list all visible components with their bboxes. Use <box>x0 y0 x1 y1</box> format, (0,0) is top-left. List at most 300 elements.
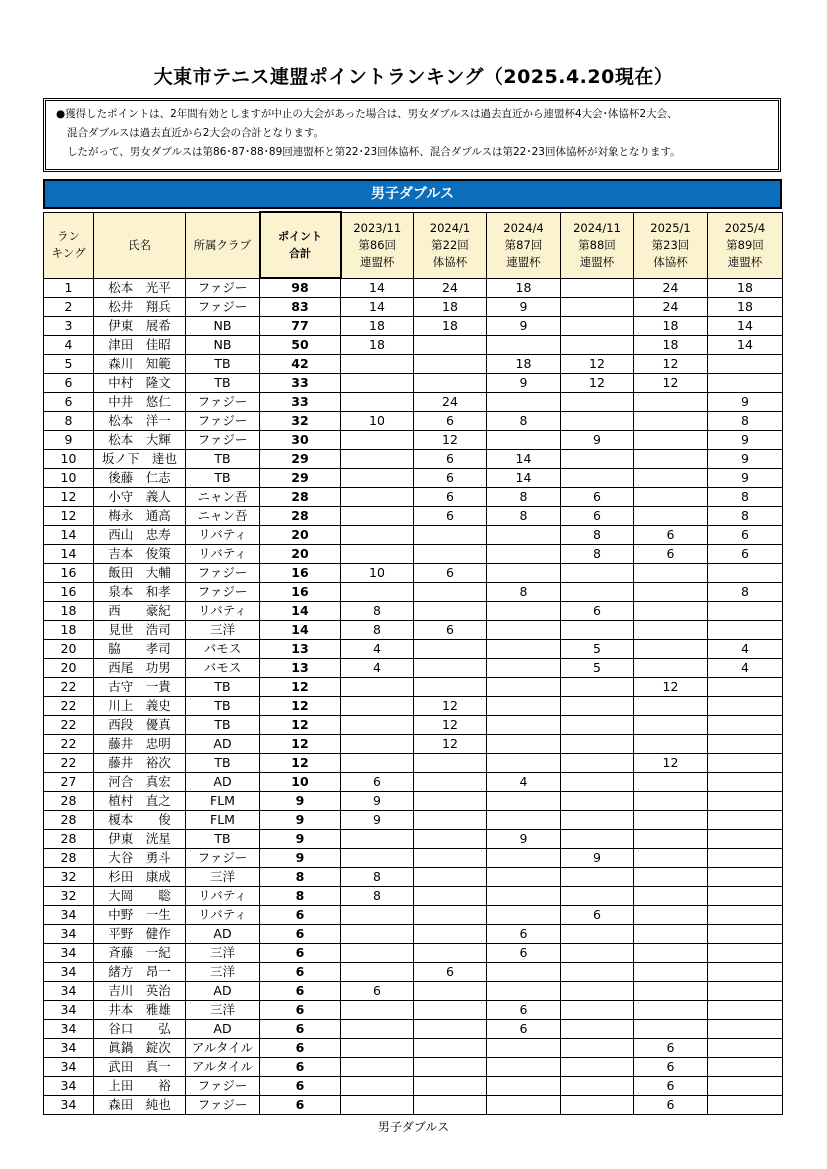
total-cell: 13 <box>260 659 341 678</box>
points-cell <box>487 659 561 678</box>
club-cell: バモス <box>186 659 260 678</box>
points-cell: 6 <box>414 621 487 640</box>
points-cell: 12 <box>634 355 708 374</box>
points-cell <box>341 526 414 545</box>
points-cell <box>487 963 561 982</box>
event-header: 2025/1 第23回 体協杯 <box>634 212 708 278</box>
points-cell: 6 <box>414 564 487 583</box>
club-cell: ファジー <box>186 412 260 431</box>
name-cell: 河合 真宏 <box>94 773 186 792</box>
points-cell <box>634 1020 708 1039</box>
points-cell: 12 <box>414 697 487 716</box>
table-row <box>44 811 783 830</box>
club-cell: AD <box>186 773 260 792</box>
points-cell <box>708 621 783 640</box>
points-cell: 8 <box>487 507 561 526</box>
rank-cell: 20 <box>44 659 94 678</box>
ranking-table <box>43 211 783 1115</box>
points-cell <box>414 887 487 906</box>
points-cell: 8 <box>708 507 783 526</box>
table-row <box>44 450 783 469</box>
points-cell <box>341 488 414 507</box>
club-cell: ファジー <box>186 278 260 298</box>
points-cell <box>634 887 708 906</box>
table-row <box>44 621 783 640</box>
name-cell: 津田 佳昭 <box>94 336 186 355</box>
club-cell: ファジー <box>186 1077 260 1096</box>
rank-cell: 22 <box>44 678 94 697</box>
points-cell <box>708 1020 783 1039</box>
table-row <box>44 963 783 982</box>
points-cell <box>341 431 414 450</box>
points-cell: 14 <box>708 317 783 336</box>
points-cell: 18 <box>414 317 487 336</box>
club-cell: リバティ <box>186 887 260 906</box>
total-cell: 6 <box>260 1020 341 1039</box>
table-row <box>44 1020 783 1039</box>
points-cell: 6 <box>634 545 708 564</box>
points-cell <box>561 792 634 811</box>
points-cell <box>341 925 414 944</box>
rank-cell: 10 <box>44 469 94 488</box>
points-cell <box>341 393 414 412</box>
points-cell <box>487 431 561 450</box>
points-cell: 12 <box>561 374 634 393</box>
notes-box <box>43 98 781 172</box>
points-cell <box>561 1039 634 1058</box>
rank-cell: 22 <box>44 754 94 773</box>
points-cell <box>634 564 708 583</box>
table-row <box>44 640 783 659</box>
name-cell: 中村 隆文 <box>94 374 186 393</box>
points-cell <box>634 488 708 507</box>
total-cell: 6 <box>260 1096 341 1115</box>
points-cell <box>708 982 783 1001</box>
points-cell <box>487 564 561 583</box>
points-cell <box>561 830 634 849</box>
name-cell: 中野 一生 <box>94 906 186 925</box>
points-cell <box>414 868 487 887</box>
points-cell <box>341 374 414 393</box>
table-row <box>44 298 783 317</box>
points-cell <box>634 830 708 849</box>
club-cell: ニャン吾 <box>186 488 260 507</box>
table-row <box>44 716 783 735</box>
points-cell <box>708 1039 783 1058</box>
rank-cell: 34 <box>44 944 94 963</box>
rank-cell: 4 <box>44 336 94 355</box>
club-cell: ファジー <box>186 298 260 317</box>
club-cell: FLM <box>186 792 260 811</box>
table-row <box>44 887 783 906</box>
points-cell <box>487 1096 561 1115</box>
points-cell <box>341 355 414 374</box>
table-row <box>44 488 783 507</box>
points-cell: 24 <box>634 298 708 317</box>
rank-cell: 32 <box>44 887 94 906</box>
club-cell: バモス <box>186 640 260 659</box>
total-cell: 33 <box>260 393 341 412</box>
points-cell: 14 <box>487 469 561 488</box>
total-cell: 77 <box>260 317 341 336</box>
points-cell <box>708 830 783 849</box>
name-cell: 森田 純也 <box>94 1096 186 1115</box>
name-cell: 緒方 昂一 <box>94 963 186 982</box>
points-cell: 8 <box>708 488 783 507</box>
points-cell: 6 <box>414 507 487 526</box>
rank-cell: 16 <box>44 583 94 602</box>
name-cell: 眞鍋 錠次 <box>94 1039 186 1058</box>
points-cell <box>414 792 487 811</box>
total-cell: 50 <box>260 336 341 355</box>
points-cell <box>634 982 708 1001</box>
table-row <box>44 336 783 355</box>
name-cell: 吉本 俊策 <box>94 545 186 564</box>
points-cell <box>487 716 561 735</box>
rank-cell: 34 <box>44 1058 94 1077</box>
rank-cell: 8 <box>44 412 94 431</box>
rank-cell: 28 <box>44 849 94 868</box>
points-cell <box>708 887 783 906</box>
points-cell <box>414 678 487 697</box>
points-cell <box>561 944 634 963</box>
points-cell <box>708 355 783 374</box>
points-cell <box>708 374 783 393</box>
points-cell <box>561 1058 634 1077</box>
points-cell <box>708 716 783 735</box>
points-cell: 6 <box>561 906 634 925</box>
points-cell <box>561 716 634 735</box>
club-cell: 三洋 <box>186 868 260 887</box>
points-cell <box>341 545 414 564</box>
points-cell: 12 <box>414 716 487 735</box>
total-cell: 6 <box>260 906 341 925</box>
club-cell: ファジー <box>186 564 260 583</box>
points-cell: 18 <box>634 336 708 355</box>
total-cell: 28 <box>260 488 341 507</box>
points-cell: 18 <box>634 317 708 336</box>
points-cell: 8 <box>487 488 561 507</box>
rank-cell: 9 <box>44 431 94 450</box>
total-cell: 10 <box>260 773 341 792</box>
points-cell: 18 <box>341 317 414 336</box>
table-row <box>44 830 783 849</box>
points-cell: 5 <box>561 659 634 678</box>
rank-cell: 34 <box>44 1096 94 1115</box>
points-cell <box>341 469 414 488</box>
points-cell <box>414 944 487 963</box>
points-cell <box>561 336 634 355</box>
points-cell: 8 <box>341 621 414 640</box>
points-cell <box>708 754 783 773</box>
table-row <box>44 1058 783 1077</box>
points-cell: 18 <box>487 278 561 298</box>
rank-cell: 34 <box>44 1001 94 1020</box>
points-cell <box>414 773 487 792</box>
name-cell: 西山 忠寿 <box>94 526 186 545</box>
points-cell <box>708 906 783 925</box>
name-cell: 西尾 功男 <box>94 659 186 678</box>
name-cell: 榎本 俊 <box>94 811 186 830</box>
club-cell: リバティ <box>186 906 260 925</box>
table-row <box>44 849 783 868</box>
points-cell <box>561 735 634 754</box>
name-cell: 谷口 弘 <box>94 1020 186 1039</box>
name-cell: 藤井 裕次 <box>94 754 186 773</box>
page-title: 大東市テニス連盟ポイントランキング（2025.4.20現在） <box>153 66 674 88</box>
points-cell: 6 <box>634 1039 708 1058</box>
points-cell: 12 <box>634 374 708 393</box>
points-cell <box>708 1001 783 1020</box>
name-cell: 梅永 通高 <box>94 507 186 526</box>
points-cell <box>341 507 414 526</box>
points-cell <box>414 811 487 830</box>
points-cell <box>634 868 708 887</box>
name-cell: 伊東 展希 <box>94 317 186 336</box>
points-cell <box>487 545 561 564</box>
rank-cell: 34 <box>44 1020 94 1039</box>
total-cell: 8 <box>260 887 341 906</box>
ranking-body <box>44 278 783 1115</box>
points-cell <box>487 792 561 811</box>
points-cell: 12 <box>414 431 487 450</box>
table-row <box>44 545 783 564</box>
points-cell <box>561 868 634 887</box>
points-cell: 12 <box>561 355 634 374</box>
points-cell: 14 <box>487 450 561 469</box>
points-cell: 6 <box>414 412 487 431</box>
name-cell: 武田 真一 <box>94 1058 186 1077</box>
total-cell: 6 <box>260 963 341 982</box>
total-cell: 20 <box>260 545 341 564</box>
points-cell <box>708 849 783 868</box>
points-cell <box>561 298 634 317</box>
name-cell: 藤井 忠明 <box>94 735 186 754</box>
table-row <box>44 1096 783 1115</box>
points-cell <box>561 887 634 906</box>
points-cell: 9 <box>708 469 783 488</box>
name-header: 氏名 <box>94 212 186 278</box>
points-cell <box>487 982 561 1001</box>
club-cell: TB <box>186 450 260 469</box>
total-cell: 9 <box>260 792 341 811</box>
name-cell: 大岡 聡 <box>94 887 186 906</box>
points-cell <box>341 678 414 697</box>
total-cell: 29 <box>260 469 341 488</box>
club-cell: 三洋 <box>186 621 260 640</box>
points-cell <box>414 602 487 621</box>
points-cell: 18 <box>708 278 783 298</box>
rank-cell: 34 <box>44 925 94 944</box>
event-header: 2024/11 第88回 連盟杯 <box>561 212 634 278</box>
club-cell: TB <box>186 830 260 849</box>
total-cell: 16 <box>260 564 341 583</box>
points-cell <box>634 431 708 450</box>
club-cell: TB <box>186 469 260 488</box>
points-cell: 6 <box>561 602 634 621</box>
table-row <box>44 1039 783 1058</box>
points-cell <box>414 830 487 849</box>
club-cell: TB <box>186 716 260 735</box>
points-cell: 4 <box>341 659 414 678</box>
table-row <box>44 925 783 944</box>
points-cell: 9 <box>341 811 414 830</box>
name-cell: 古守 一貴 <box>94 678 186 697</box>
table-row <box>44 317 783 336</box>
footer-label: 男子ダブルス <box>377 1120 450 1134</box>
total-cell: 8 <box>260 868 341 887</box>
points-cell: 8 <box>561 545 634 564</box>
points-cell: 8 <box>487 412 561 431</box>
name-cell: 井本 雅雄 <box>94 1001 186 1020</box>
name-cell: 松本 洋一 <box>94 412 186 431</box>
club-cell: AD <box>186 982 260 1001</box>
club-cell: 三洋 <box>186 1001 260 1020</box>
points-cell <box>634 697 708 716</box>
points-cell <box>341 716 414 735</box>
points-cell: 24 <box>414 278 487 298</box>
points-cell <box>487 621 561 640</box>
name-cell: 伊東 洸星 <box>94 830 186 849</box>
total-cell: 30 <box>260 431 341 450</box>
rank-cell: 34 <box>44 982 94 1001</box>
points-cell: 6 <box>708 545 783 564</box>
name-cell: 植村 直之 <box>94 792 186 811</box>
points-cell: 14 <box>341 278 414 298</box>
name-cell: 平野 健作 <box>94 925 186 944</box>
table-row <box>44 754 783 773</box>
rank-cell: 28 <box>44 811 94 830</box>
club-cell: リバティ <box>186 602 260 621</box>
points-cell <box>634 412 708 431</box>
club-cell: AD <box>186 1020 260 1039</box>
points-cell <box>487 1077 561 1096</box>
rank-cell: 18 <box>44 621 94 640</box>
points-cell: 8 <box>708 583 783 602</box>
rank-cell: 32 <box>44 868 94 887</box>
name-cell: 見世 浩司 <box>94 621 186 640</box>
event-header: 2023/11 第86回 連盟杯 <box>341 212 414 278</box>
club-cell: TB <box>186 697 260 716</box>
points-cell <box>561 564 634 583</box>
points-cell <box>414 1039 487 1058</box>
club-cell: NB <box>186 317 260 336</box>
points-cell: 12 <box>634 678 708 697</box>
points-cell: 9 <box>341 792 414 811</box>
points-cell: 6 <box>341 982 414 1001</box>
points-cell <box>634 583 708 602</box>
rank-cell: 3 <box>44 317 94 336</box>
points-cell <box>341 830 414 849</box>
points-cell <box>414 526 487 545</box>
points-cell <box>708 678 783 697</box>
points-cell <box>708 925 783 944</box>
points-cell <box>487 640 561 659</box>
name-cell: 脇 孝司 <box>94 640 186 659</box>
points-cell: 18 <box>708 298 783 317</box>
club-cell: リバティ <box>186 545 260 564</box>
rank-cell: 6 <box>44 393 94 412</box>
club-cell: TB <box>186 355 260 374</box>
points-cell <box>414 925 487 944</box>
table-row <box>44 982 783 1001</box>
points-cell <box>414 374 487 393</box>
points-cell <box>414 982 487 1001</box>
table-row <box>44 1001 783 1020</box>
points-cell: 4 <box>487 773 561 792</box>
points-cell: 6 <box>634 1077 708 1096</box>
points-cell: 14 <box>708 336 783 355</box>
name-cell: 杉田 康成 <box>94 868 186 887</box>
points-cell <box>414 355 487 374</box>
rank-cell: 28 <box>44 830 94 849</box>
points-cell <box>634 393 708 412</box>
name-cell: 後藤 仁志 <box>94 469 186 488</box>
points-cell: 12 <box>634 754 708 773</box>
points-cell: 6 <box>634 1058 708 1077</box>
table-row <box>44 278 783 298</box>
points-cell <box>341 1001 414 1020</box>
points-cell: 9 <box>708 431 783 450</box>
points-cell <box>561 754 634 773</box>
points-cell: 24 <box>414 393 487 412</box>
points-cell: 18 <box>414 298 487 317</box>
total-cell: 14 <box>260 621 341 640</box>
club-cell: ファジー <box>186 583 260 602</box>
points-cell <box>414 1096 487 1115</box>
points-cell: 6 <box>414 450 487 469</box>
points-cell: 4 <box>708 659 783 678</box>
club-cell: ファジー <box>186 393 260 412</box>
total-cell: 12 <box>260 754 341 773</box>
points-cell: 6 <box>634 526 708 545</box>
club-cell: アルタイル <box>186 1039 260 1058</box>
table-row <box>44 374 783 393</box>
total-cell: 9 <box>260 830 341 849</box>
points-cell <box>634 735 708 754</box>
club-cell: FLM <box>186 811 260 830</box>
points-cell <box>561 982 634 1001</box>
points-cell <box>487 849 561 868</box>
table-row <box>44 469 783 488</box>
points-cell <box>708 1058 783 1077</box>
rank-cell: 22 <box>44 735 94 754</box>
points-cell: 18 <box>487 355 561 374</box>
club-cell: AD <box>186 735 260 754</box>
points-cell: 9 <box>708 450 783 469</box>
points-cell <box>634 716 708 735</box>
total-cell: 6 <box>260 944 341 963</box>
rank-cell: 5 <box>44 355 94 374</box>
name-cell: 吉川 英治 <box>94 982 186 1001</box>
points-cell <box>414 1058 487 1077</box>
name-cell: 川上 義史 <box>94 697 186 716</box>
total-cell: 33 <box>260 374 341 393</box>
rank-cell: 34 <box>44 1039 94 1058</box>
points-cell <box>414 754 487 773</box>
points-cell <box>341 697 414 716</box>
points-cell <box>561 412 634 431</box>
total-cell: 6 <box>260 1039 341 1058</box>
total-cell: 20 <box>260 526 341 545</box>
rank-header: ラン キング <box>44 212 94 278</box>
club-cell: リバティ <box>186 526 260 545</box>
points-cell: 8 <box>341 868 414 887</box>
points-cell <box>708 944 783 963</box>
points-cell <box>561 450 634 469</box>
club-cell: アルタイル <box>186 1058 260 1077</box>
points-cell <box>561 1001 634 1020</box>
